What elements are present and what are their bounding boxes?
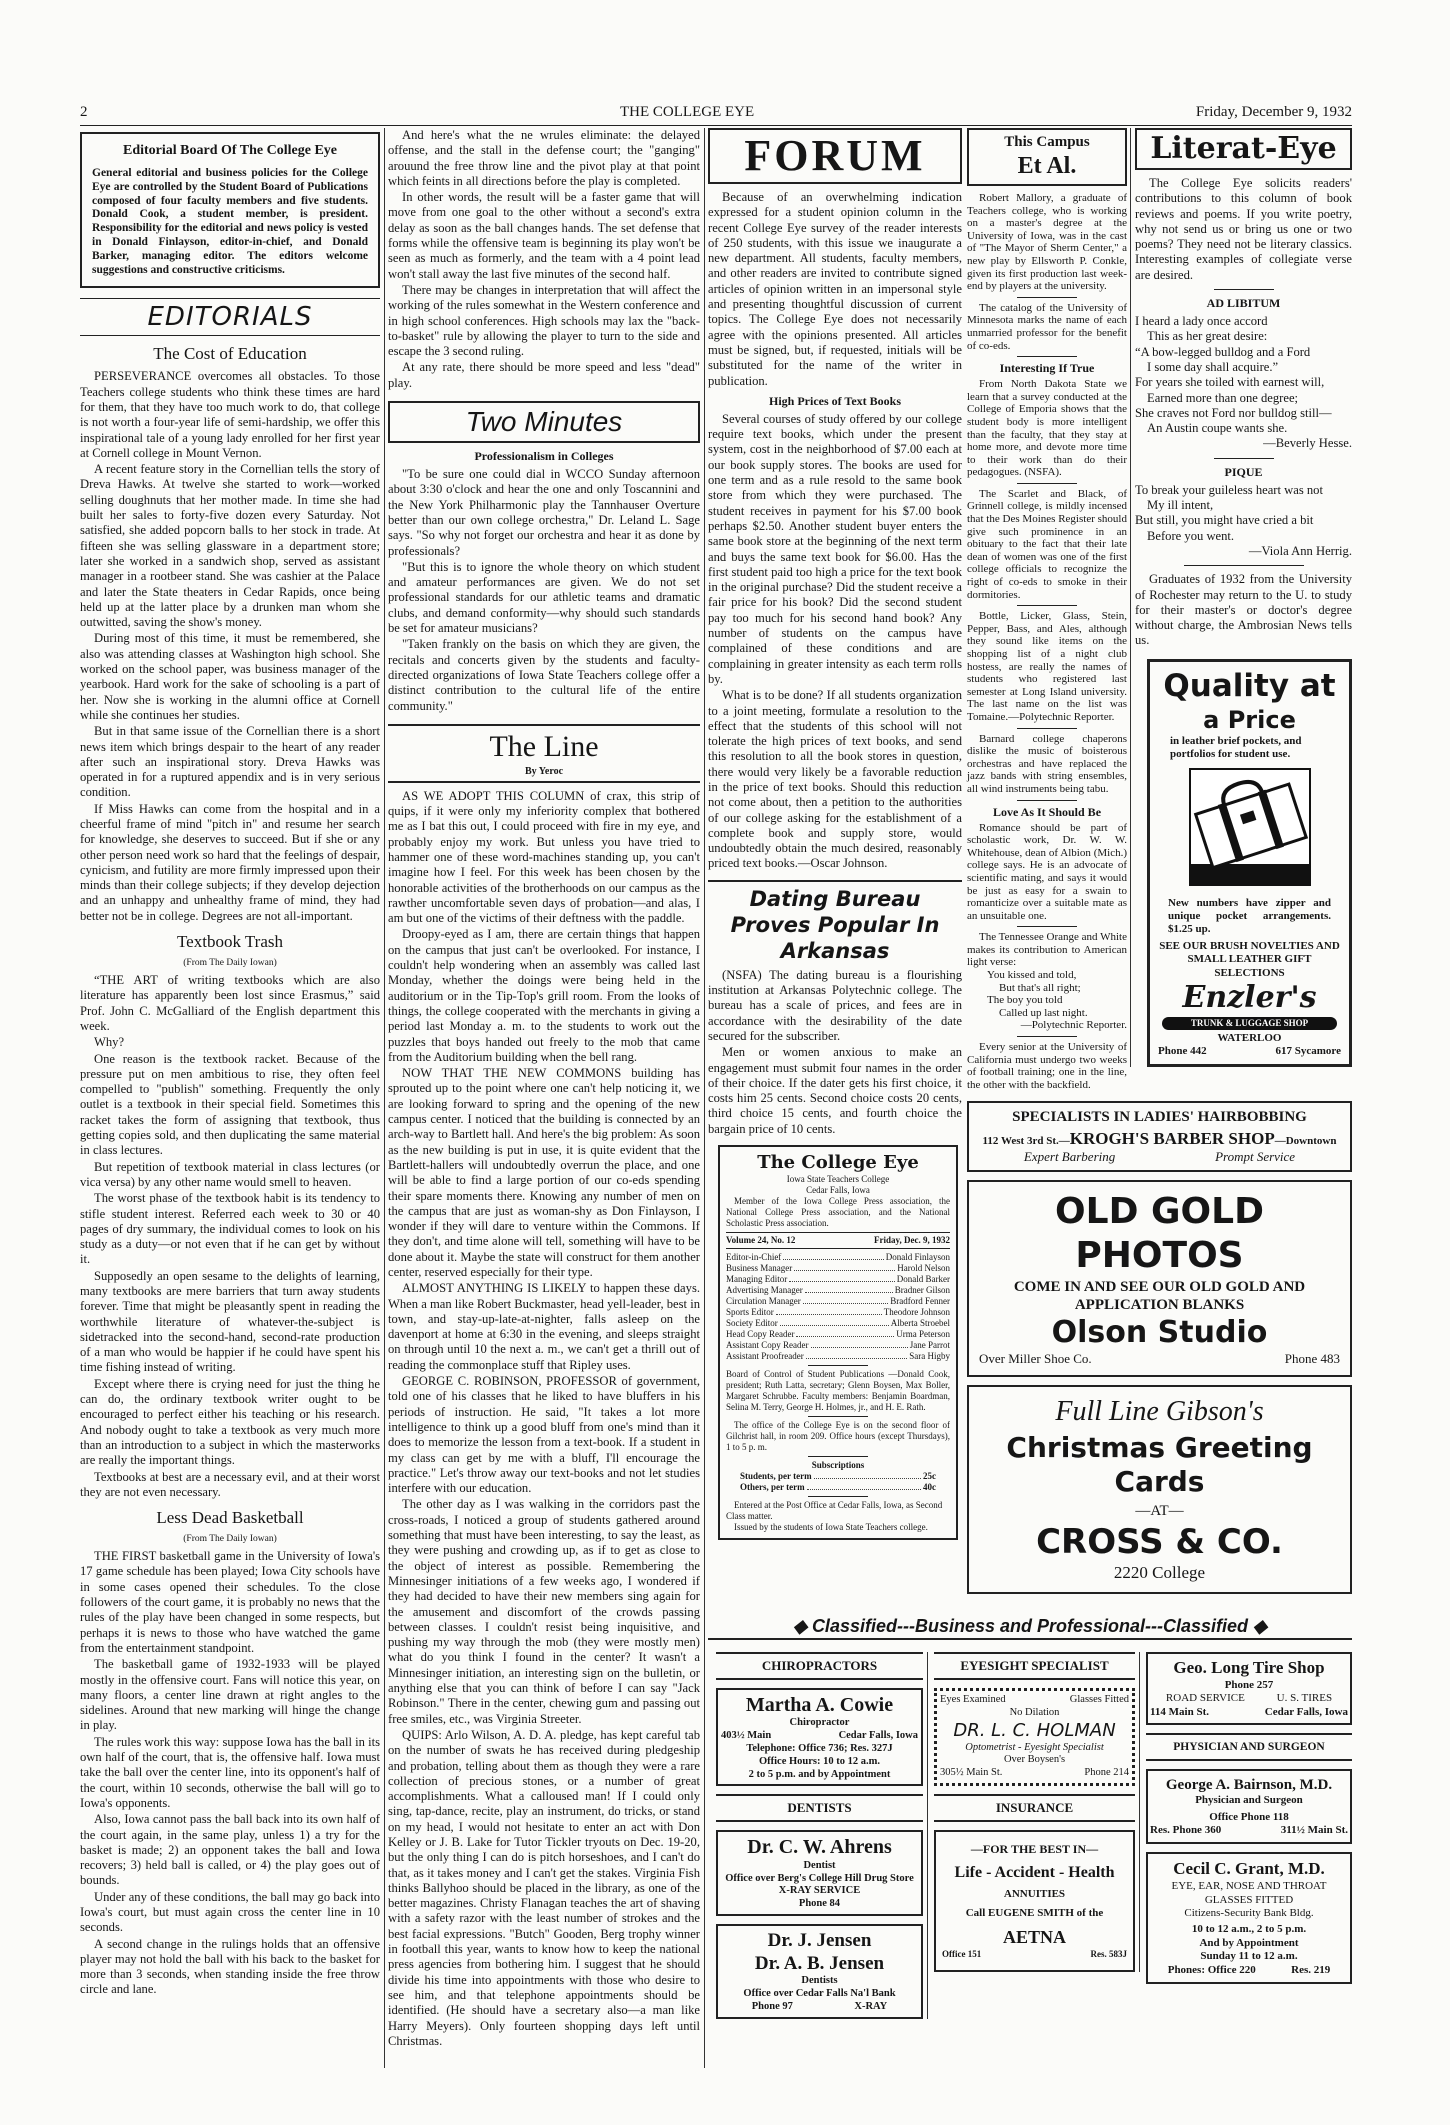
paragraph: Except where there is crying need for just the thing he can do, the ordinary textbook writer ought to be encouraged to perfect either his teaching or his research. And nobody ought to take a textbook as very much more than an introduction to a subject in which the masterworks are really the important things. bbox=[80, 1376, 380, 1468]
ad-city: WATERLOO bbox=[1217, 1031, 1282, 1044]
ad-phone: Phone 442 bbox=[1158, 1045, 1207, 1058]
classified-column-2 bbox=[934, 1652, 1140, 1972]
masthead-member: Member of the Iowa College Press association, the National College Press association, and the National Scholastic Press association. bbox=[726, 1195, 950, 1228]
poem-ad-libitum bbox=[1135, 314, 1352, 436]
ad-headline-2: a Price bbox=[1203, 705, 1296, 734]
staff-row bbox=[726, 1329, 950, 1340]
page-header bbox=[80, 104, 1352, 126]
subscription-label: Others, per term bbox=[740, 1481, 805, 1492]
article-the-line bbox=[388, 789, 700, 2049]
paragraph: GEORGE C. ROBINSON, PROFESSOR of government, told one of his classes that he liked to have bluffers in his periods of instruction. He said, "It takes a lot more intelligence to think up a good bluff from one's mind than it does to memorize the lesson from a text-book. If a student in my class can get by me with a bluff, I'll encourage the practice." Let's throw away our text-books and not let studies interfere with our education. bbox=[388, 1374, 700, 1496]
paragraph: Also, Iowa cannot pass the ball back into its own half of the court again, in the same play, unless 1) a try for the basket is made; 2) an opponent takes the ball and Iowa recovers; 3) held ball is called, or 4) the play goes out of bounds. bbox=[80, 1812, 380, 1888]
ad-text: Physician and Surgeon bbox=[1195, 1794, 1303, 1807]
the-line-heading bbox=[388, 724, 700, 783]
poem-line: To break your guileless heart was not bbox=[1135, 482, 1323, 497]
staff-name: Donald Finlayson bbox=[885, 1251, 950, 1262]
poem-line: My ill intent, bbox=[1147, 498, 1214, 513]
paragraph: QUIPS: Arlo Wilson, A. D. A. pledge, has kept careful tab on the number of swats he has received during pledgeship and probation, telling about them as though they were a rare collection of precious stones, or a number of great accomplishments. What a calloused man! If I could only sing, tap-dance, recite, play an instrument, do tricks, or stand on my head, I would not hesitate to enter an act with Don Kelley or J. B. Lake for Tutor Tickler tryouts on Dec. 19-20, but the only thing I can do is pitch horseshoes, and I can't do that, as it takes money and I can't get the stakes. Virginia Fish thinks Ballyhoo should be placed in the library, as one of the better magazines. Christy Flanagan teaches the art of shaving with a safety razor with the least number of strokes and the best facial expressions. "Butch" Gooden, Berg trophy winner in football this year, wants to know how to keep the national press agencies from bothering him. I suggest that he should divide his time into appointments with those who desire to see him, and that telephone appointments should be identified. (He should have a secretary also—a man like Harry Meyers). Only fourteen shopping days left until Christmas. bbox=[388, 1727, 700, 2048]
staff-name: Bradner Gilson bbox=[894, 1284, 950, 1295]
ad-hours: 10 to 12 a.m., 2 to 5 p.m. bbox=[1191, 1923, 1307, 1936]
tennessee-intro: The Tennessee Orange and White makes its contribution to American light verse: bbox=[967, 931, 1127, 969]
masthead-issued: Issued by the students of Iowa State Teachers college. bbox=[734, 1521, 928, 1532]
staff-role: Circulation Manager bbox=[726, 1295, 801, 1306]
ad-text: New numbers have zipper and unique pocket arrangements. $1.25 up. bbox=[1168, 896, 1331, 936]
ad-text: COME IN AND SEE OUR OLD GOLD AND APPLICATION BLANKS bbox=[1013, 1279, 1306, 1314]
headline-cost-of-education: The Cost of Education bbox=[153, 344, 307, 364]
paragraph: The rules work this way: suppose Iowa has the ball in its own half of the court, that is, the offensive half. Iowa must take the ball over the center line, into its opponent's half of the court, within 10 seconds, otherwise the ball will go to Iowa's opponents. bbox=[80, 1734, 380, 1810]
paragraph: But in that same issue of the Cornellian there is a short news item which brings despair to the heart of any reader after such an inspirational story. Dreva Hawks was operated in for a ruptured appendix and is in very serious condition. bbox=[80, 724, 380, 800]
ad-phone: Res. Phone 360 bbox=[1150, 1824, 1222, 1837]
ad-phone: Telephone: Office 736; Res. 327J bbox=[746, 1742, 893, 1754]
briefcase-icon bbox=[1189, 768, 1311, 886]
tennessee-verse bbox=[967, 969, 1127, 1019]
staff-row bbox=[726, 1252, 950, 1263]
jensen-ad bbox=[716, 1924, 923, 2019]
this-campus-items bbox=[967, 192, 1127, 927]
classified-section bbox=[716, 1652, 1352, 2019]
staff-name: Harold Nelson bbox=[897, 1262, 950, 1273]
paragraph: Why? bbox=[94, 1035, 125, 1050]
bairnson-ad bbox=[1146, 1769, 1352, 1845]
paragraph: Romance should be part of scholastic work, Dr. W. W. Whitehouse, dean of Albion (Mich.) college says. He is an advocate of scientific mating, and says it would be just as easy for a swain to romanticize over a suitable mate as an unsuitable one. bbox=[967, 821, 1127, 922]
ad-business-name: Dr. J. Jensen bbox=[767, 1929, 872, 1951]
paragraph: At any rate, there should be more speed and less "dead" play. bbox=[388, 360, 700, 390]
article-cost-of-education bbox=[80, 369, 380, 924]
ad-text: Over Boysen's bbox=[1003, 1754, 1066, 1766]
subhead: Love As It Should Be bbox=[992, 804, 1102, 819]
ad-address: 2220 College bbox=[1113, 1563, 1206, 1583]
ad-business-name: CROSS & CO. bbox=[1036, 1521, 1283, 1562]
staff-role: Society Editor bbox=[726, 1317, 778, 1328]
the-line-title: The Line bbox=[489, 729, 599, 763]
subscription-label: Students, per term bbox=[740, 1470, 812, 1481]
poem-line: Before you went. bbox=[1147, 528, 1235, 543]
enzler-ad bbox=[1147, 659, 1352, 1068]
column-1 bbox=[80, 132, 380, 1999]
two-minutes-heading: Two Minutes bbox=[388, 401, 700, 443]
ad-phone: Res. 219 bbox=[1291, 1963, 1331, 1976]
page-number: 2 bbox=[80, 104, 88, 120]
gibson-cards-ad bbox=[967, 1385, 1352, 1594]
poem-signature: —Viola Ann Herrig. bbox=[1248, 543, 1352, 558]
subscription-row bbox=[726, 1482, 950, 1493]
paragraph: PERSEVERANCE overcomes all obstacles. To those Teachers college students who think these times are hard for them, that they have too much work to do, that college is not worth a four-year life of semi-hardship, we offer this inspirational tale of a young lady enrolled for her first year at Cornell college in Mount Vernon. bbox=[80, 369, 380, 460]
staff-name: Sara Higby bbox=[909, 1350, 950, 1361]
staff-role: Advertising Manager bbox=[726, 1284, 803, 1295]
paragraph: A recent feature story in the Cornellian tells the story of Dreva Hawks. At twelve she started to work—worked selling doughnuts that her mother made. In time she had built her sales to forty-five dozen every Saturday. Not satisfied, she added popcorn balls to her stock in trade. At fifteen she was selling glassware in a department store; later she worked in a sandwich shop, served as assistant manager in a rootbeer stand. She was cashier at the Palace and later the State theaters in Cedar Rapids, once being held up at the latter place by a drunken man whom she outwitted, saving the show's money. bbox=[80, 462, 380, 630]
ad-text: ROAD SERVICE bbox=[1165, 1692, 1245, 1705]
paragraph: “THE ART of writing textbooks which are also literature has apparently been lost since Erasmus,” said Prof. John C. McGalliard of the English department this week. bbox=[80, 973, 380, 1033]
editorial-board-box bbox=[80, 132, 380, 288]
poem-line: The boy you told bbox=[987, 994, 1063, 1007]
staff-name: Jane Parrot bbox=[909, 1339, 950, 1350]
staff-row bbox=[726, 1274, 950, 1285]
poem-line: “A bow-legged bulldog and a Ford bbox=[1135, 344, 1311, 359]
ad-text: Chiropractor bbox=[789, 1717, 850, 1729]
this-campus-heading bbox=[967, 128, 1127, 186]
enzler-logo-sub: TRUNK & LUGGAGE SHOP bbox=[1162, 1017, 1337, 1030]
ahrens-ad bbox=[716, 1830, 923, 1916]
poem-line: But that's all right; bbox=[999, 981, 1081, 994]
poem-ad-libitum-title: AD LIBITUM bbox=[1206, 296, 1281, 311]
ad-business-name: Olson Studio bbox=[1051, 1314, 1268, 1350]
ad-address: 112 West 3rd St.— bbox=[982, 1134, 1070, 1147]
literat-intro: The College Eye solicits readers' contributions to this column of book reviews and poems. If you write poetry, why not send us or bring us one or two poems? They need not be literary classics. Interesting examples of collegiate verse are desired. bbox=[1135, 176, 1352, 282]
staff-name: Alberta Stroebel bbox=[890, 1317, 950, 1328]
staff-row bbox=[726, 1296, 950, 1307]
newspaper-name: THE COLLEGE EYE bbox=[620, 104, 755, 120]
article-dating-bureau bbox=[708, 968, 962, 1137]
paragraph: The worst phase of the textbook habit is its tendency to stifle student interest. Referred each week to 30 or 40 pages of dry summary, the individual comes to look on his study as a duty—or not even that if he can get by without it. bbox=[80, 1191, 380, 1267]
classified-column-3 bbox=[1146, 1652, 1352, 1984]
ad-city: Cedar Falls, Iowa bbox=[1264, 1705, 1348, 1718]
ad-address: 617 Sycamore bbox=[1275, 1045, 1341, 1058]
masthead-city: Cedar Falls, Iowa bbox=[806, 1185, 870, 1195]
diamond-icon: ◆ bbox=[793, 1616, 812, 1636]
staff-row bbox=[726, 1307, 950, 1318]
masthead-box bbox=[718, 1145, 958, 1539]
paragraph: "But this is to ignore the whole theory on which student and amateur performances are given. We do not set professional standards for our athletic teams and dramatic clubs, and demand conformity—why should such standards be set for amateur musicians? bbox=[388, 559, 700, 636]
editorial-board-title: Editorial Board Of The College Eye bbox=[122, 143, 337, 158]
paragraph: Droopy-eyed as I am, there are certain things that happen on the campus that just can't be overlooked. For instance, I couldn't help wondering when an assembly was called last Monday, whether the doings were being held in the auditorium or in the Tip-Top's grill room. From the looks of things, the college cooperated with the merchants in giving a period last Monday a. m. to the students to work out the puzzles that boys handed out freely to the mob that came from the Auditorium building when the bell rang. bbox=[388, 927, 700, 1064]
ad-hours: Sunday 11 to 12 a.m. bbox=[1200, 1950, 1298, 1963]
paragraph: Several courses of study offered by our college require text books, which under the present system, cost in the neighborhood of $7.00 each at our book supply stores. The books are used for one term and as a rule resold to the same book store from which they were purchased. The student receives in payment for his $7.00 book perhaps $2.50. Another student buyer enters the same book store at the beginning of the next term and buys the same text book for $6.00. Has the first student paid too high a price for the text book in the original purchase? Did the student receive a fair price for his book? Did the second student pay too much for his second hand book? Any number of students on the campus have complained of these conditions and are complaining in greater intensity as each term rolls by. bbox=[708, 411, 962, 686]
subscriptions-title: Subscriptions bbox=[811, 1459, 865, 1470]
ad-headline: Life - Accident - Health bbox=[954, 1863, 1115, 1881]
ad-text: Dentists bbox=[801, 1975, 838, 1987]
ad-headline: SPECIALISTS IN LADIES' HAIRBOBBING bbox=[1012, 1109, 1307, 1126]
ad-phone: Phone 97 bbox=[751, 2000, 793, 2012]
volume-line bbox=[726, 1232, 950, 1249]
ad-location: —Downtown bbox=[1274, 1134, 1337, 1147]
ad-hours: And by Appointment bbox=[1199, 1936, 1299, 1949]
rochester-item: Graduates of 1932 from the University of Rochester may return to the U. to study for their master's or doctor's degree without charge, the Ambrosian News tells us. bbox=[1135, 572, 1352, 648]
forum-heading: FORUM bbox=[708, 128, 962, 184]
paragraph: THE FIRST basketball game in the University of Iowa's 17 game schedule has been played; Iowa City schools have in some cases opened their schedules. To the close followers of the court game, it is probably no news that the rules of the play have been changed in some respects, but perhaps it is news to those who have watched the game from the entertainment standpoint. bbox=[80, 1549, 380, 1655]
category-dentists: DENTISTS bbox=[716, 1794, 923, 1822]
ad-address: 305½ Main St. bbox=[940, 1767, 1003, 1779]
article-two-minutes bbox=[388, 467, 700, 714]
article-basketball-continued bbox=[388, 128, 700, 391]
category-eyesight: EYESIGHT SPECIALIST bbox=[934, 1652, 1135, 1680]
paragraph: Men or women anxious to make an engagement must submit four names in the order of their choice. If the dater gets his first choice, it costs him 25 cents. Second choice costs 20 cents, third choice 15 cents, and fourth choice the bargain price of 10 cents. bbox=[708, 1045, 962, 1136]
ad-phone: Res. 583J bbox=[1090, 1948, 1127, 1959]
subscription-row bbox=[726, 1471, 950, 1482]
paragraph: From North Dakota State we learn that a survey conducted at the College of Emporia shows that the student body is more intelligent than the faculty, that they stay at home more, and devote more time to their work than do their pedagogues. (NSFA). bbox=[967, 378, 1127, 479]
poem-line: I some day shall acquire.” bbox=[1147, 359, 1279, 374]
staff-name: Donald Barker bbox=[896, 1273, 950, 1284]
staff-role: Assistant Copy Reader bbox=[726, 1339, 809, 1350]
grant-ad bbox=[1146, 1852, 1352, 1984]
paragraph: One reason is the textbook racket. Because of the pressure put on men ambitious to rise, they often feel compelled to "publish" something. Frequently the only outlet is a textbook in their special field. Sometimes this racket takes the form of assigning that textbook, thus getting copies sold, and then duplicating the same material in class lectures. bbox=[80, 1051, 380, 1158]
ad-text: —FOR THE BEST IN— bbox=[970, 1841, 1099, 1856]
paragraph: AS WE ADOPT THIS COLUMN of crax, this strip of quips, if it were only my inferiority complex that bothered me as I bat this out, I could proceed with fire in my eye, and probably enjoy my work. But unless you have tried to hammer one of these word-machines standing up, you can't imagine how I feel. For this week has been chosen by the honorable activities of the brotherhoods on our campus as the rawther uncomfortable seven days of probation—and alas, I am but one of the victims of their deftness with the paddle. bbox=[388, 788, 700, 926]
paragraph: In other words, the result will be a faster game that will move from one goal to the other without a second's extra delay as soon as the ball changes hands. The set defense that forms while the offensive team is beginning its play won't be seen as much as formerly, and the team with a 4 point lead won't stall away the last five minutes of the second half. bbox=[388, 190, 700, 281]
ad-address: Office over Cedar Falls Na'l Bank bbox=[743, 1988, 896, 2000]
issue-date: Friday, December 9, 1932 bbox=[1195, 104, 1352, 120]
staff-row bbox=[726, 1351, 950, 1362]
ad-address: Over Miller Shoe Co. bbox=[979, 1351, 1092, 1367]
source-line: (From The Daily Iowan) bbox=[183, 1534, 277, 1545]
et-al-title: Et Al. bbox=[1017, 153, 1077, 179]
ad-headline: OLD GOLD PHOTOS bbox=[1055, 1191, 1264, 1277]
ad-text: Expert Barbering bbox=[1023, 1149, 1116, 1165]
paragraph: Bottle, Licker, Glass, Stein, Pepper, Bass, and Ales, although they sound like items on the shopping list of a night club hostess, are really the names of students who registered last semester at Long Island university. The last name on the list was Tomaine.—Polytechnic Reporter. bbox=[967, 610, 1127, 723]
ad-phone: Phone 84 bbox=[798, 1898, 841, 1910]
masthead-office: The office of the College Eye is on the second floor of Gilchrist hall, in room 209. Office hours (except Thursdays), 1 to 5 p. m. bbox=[726, 1419, 950, 1452]
ad-text: GLASSES FITTED bbox=[1204, 1893, 1294, 1906]
staff-row bbox=[726, 1340, 950, 1351]
masthead-title: The College Eye bbox=[757, 1152, 919, 1174]
diamond-icon: ◆ bbox=[1248, 1616, 1267, 1636]
ad-text: EYE, EAR, NOSE AND THROAT bbox=[1171, 1880, 1327, 1893]
poem-line: For years she toiled with earnest will, bbox=[1135, 375, 1325, 390]
column-this-campus bbox=[967, 128, 1130, 1091]
ad-business-name: Geo. Long Tire Shop bbox=[1173, 1658, 1325, 1677]
ad-hours: 2 to 5 p.m. and by Appointment bbox=[748, 1768, 891, 1780]
ad-text: X-RAY SERVICE bbox=[778, 1885, 861, 1897]
category-chiropractors: CHIROPRACTORS bbox=[716, 1652, 923, 1680]
ad-text: Glasses Fitted bbox=[1069, 1694, 1129, 1705]
classified-banner bbox=[708, 1614, 1352, 1640]
staff-list bbox=[726, 1252, 950, 1362]
subscription-price: 25c bbox=[923, 1470, 936, 1481]
ad-business-name: Dr. A. B. Jensen bbox=[754, 1953, 885, 1975]
ad-address: 311½ Main St. bbox=[1280, 1824, 1348, 1837]
headline-dating-bureau: Dating Bureau Proves Popular In Arkansas bbox=[708, 880, 962, 964]
masthead-entered: Entered at the Post Office at Cedar Falls, Iowa, as Second Class matter. bbox=[726, 1499, 943, 1521]
volume-number: Volume 24, No. 12 bbox=[726, 1234, 796, 1245]
ad-business-name: Cecil C. Grant, M.D. bbox=[1173, 1859, 1325, 1879]
poem-pique-title: PIQUE bbox=[1224, 464, 1263, 479]
poem-pique bbox=[1135, 483, 1352, 544]
staff-role: Managing Editor bbox=[726, 1273, 788, 1284]
staff-name: Theodore Johnson bbox=[883, 1306, 950, 1317]
poem-line: But still, you might have cried a bit bbox=[1135, 513, 1314, 528]
ad-text: Call EUGENE SMITH of the bbox=[965, 1907, 1104, 1920]
ad-address: 114 Main St. bbox=[1150, 1705, 1209, 1718]
staff-role: Editor-in-Chief bbox=[726, 1251, 782, 1262]
article-high-prices bbox=[708, 412, 962, 872]
ad-text: No Dilation bbox=[1009, 1706, 1060, 1718]
editorial-board-text: General editorial and business policies for the College Eye are controlled by the Student Board of Publications composed of four faculty members and five students. Donald Cook, a student member, is president. Responsibility for the editorial and news policy is vested in Donald Finlayson, editor-in-chief, and Donald Barker, managing editor. The editors welcome suggestions and constructive criticisms. bbox=[92, 167, 368, 276]
masthead-board: Board of Control of Student Publications —Donald Cook, president; Ruth Latta, secretary; Glenn Boysen, Max Boller, Margaret Schrubbe. Faculty members: Benjamin Boardman, Selina M. Terry, George H. Holmes, jr., and H. E. Rath. bbox=[726, 1368, 950, 1412]
paragraph: Robert Mallory, a graduate of Teachers college, who is working on a master's degree at the University of Iowa, was in the cast of "The Mayor of Sherm Center," a new play by Ellsworth P. Conkle, given its first production last week-end by players at the university. bbox=[967, 192, 1127, 293]
aetna-ad bbox=[934, 1830, 1135, 1972]
poem-line: This as her great desire: bbox=[1147, 329, 1268, 344]
subhead-professionalism: Professionalism in Colleges bbox=[474, 449, 614, 464]
ad-business-name: Dr. C. W. Ahrens bbox=[747, 1836, 892, 1859]
poem-line: She craves not Ford nor bulldog still— bbox=[1135, 405, 1332, 420]
subscriptions-list bbox=[726, 1471, 950, 1493]
poem-signature: —Beverly Hesse. bbox=[1263, 436, 1352, 451]
holman-ad bbox=[934, 1688, 1135, 1786]
category-physician: PHYSICIAN AND SURGEON bbox=[1146, 1733, 1352, 1761]
subhead: Interesting If True bbox=[999, 361, 1095, 376]
ad-text: X-RAY bbox=[854, 2000, 888, 2012]
paragraph: (NSFA) The dating bureau is a flourishing institution at Arkansas Polytechnic college. The bureau has a scale of prices, and fees are in accordance with the desirability of the date secured for the subscriber. bbox=[708, 967, 962, 1043]
staff-name: Bradford Fenner bbox=[890, 1295, 950, 1306]
krogh-ad bbox=[967, 1101, 1352, 1172]
column-literat-eye bbox=[1135, 128, 1352, 649]
subscription-price: 40c bbox=[923, 1481, 936, 1492]
classified-column-1 bbox=[716, 1652, 928, 2019]
ad-phone: Phone 257 bbox=[1224, 1678, 1274, 1691]
source-line: (From The Daily Iowan) bbox=[183, 958, 277, 969]
paragraph: If Miss Hawks can come from the hospital and in a cheerful frame of mind "pitch in" and resume her search for knowledge, she deserves to succeed. But if she or any other person need work so hard that the feelings of despair, cynicism, and futility are more firmly impressed upon their minds than their college subjects; if they develop dejection and an unhappy and unhealthy frame of mind, they had better not be in college. Degrees are not all-important. bbox=[80, 801, 380, 923]
paragraph: NOW THAT THE NEW COMMONS building has sprouted up to the point where one can't help noticing it, we are looking forward to spring and the opening of the new campus center. I noticed that the building is connected by an arch-way to Bartlett hall. And here's the big problem: As soon as the new building is put in use, it is quite evident that the Bartlett-hallers will undoubtedly overrun the place, and one will be able to find a large portion of our co-eds spending their spare moments there. Knowing any number of men on the campus that are just as woman-shy as Don Finlayson, I wonder if they will dare to venture within the Commons. If they don't, and time alone will tell, something will have to be done about it. Maybe the state will construct for them another center, reserved especially for their type. bbox=[388, 1066, 700, 1279]
cowie-ad bbox=[716, 1688, 923, 1786]
long-tire-ad bbox=[1146, 1652, 1352, 1725]
masthead-school: Iowa State Teachers College bbox=[786, 1174, 890, 1185]
ad-phone: Phone 214 bbox=[1084, 1767, 1129, 1779]
poem-line: Earned more than one degree; bbox=[1147, 390, 1299, 405]
poem-line: An Austin coupe wants she. bbox=[1147, 421, 1288, 436]
paragraph: The basketball game of 1932-1933 will be played mostly in the offensive court. Fans will notice this year, on many floors, a center line drawn at right angles to the sidelines. Around that new marking will hinge the change in play. bbox=[80, 1657, 380, 1733]
column-forum bbox=[708, 128, 962, 1540]
ad-text: Prompt Service bbox=[1215, 1149, 1296, 1165]
ad-city: Cedar Falls, Iowa bbox=[838, 1730, 918, 1742]
paragraph: There may be changes in interpretation that will affect the working of the rules somewhat in the Western conference and in high school conferences. High schools may lax the "back-to-basket" rule by allowing the player to turn to the side and escape the 3 second ruling. bbox=[388, 282, 700, 359]
ad-headline-2: Christmas Greeting Cards bbox=[1006, 1431, 1313, 1499]
ad-business-name: Martha A. Cowie bbox=[745, 1694, 894, 1716]
paragraph: Supposedly an open sesame to the delights of learning, many textbooks are mere barriers that turn away students forever. Time that might be pleasantly spent in reading the worthwhile literature of whatever-the-subject is sidetracked into the second-hand, second-rate production of a man who would be happier if he could have spent his time fishing instead of writing. bbox=[80, 1268, 380, 1375]
paragraph: A second change in the rulings holds that an offensive player may not hold the ball with his back to the basket for more than 3 seconds, when standing inside the free throw circle and lane. bbox=[80, 1936, 380, 1997]
staff-name: Urma Peterson bbox=[896, 1328, 950, 1339]
poem-line: Called up last night. bbox=[999, 1006, 1088, 1019]
subhead-text-book-prices: High Prices of Text Books bbox=[768, 393, 901, 408]
paragraph: "To be sure one could dial in WCCO Sunday afternoon about 3:30 o'clock and hear the one and only Toscannini and the New York Philharmonic play the Tannhauser Overture better than our own college orchestra," Dr. Leland L. Sage says. "So why not forget our orchestra and hear it as done by professionals? bbox=[388, 467, 700, 558]
classified-title: Classified---Business and Professional---Classified bbox=[811, 1616, 1249, 1636]
verse-signature: —Polytechnic Reporter. bbox=[1020, 1019, 1127, 1032]
staff-role: Sports Editor bbox=[726, 1306, 774, 1317]
article-textbook-trash bbox=[80, 973, 380, 1500]
poem-line: You kissed and told, bbox=[987, 969, 1077, 982]
paragraph: During most of this time, it must be remembered, she also was attending classes at Washington high school. She worked on the school paper, was business manager of the yearbook. Hard work for the sake of schooling is a part of her. Now she is working in the alumni office at Cornell while she continues her studies. bbox=[80, 631, 380, 722]
ad-phone: Office 151 bbox=[942, 1948, 982, 1959]
staff-role: Head Copy Reader bbox=[726, 1328, 795, 1339]
ad-phone: Phone 483 bbox=[1284, 1351, 1340, 1367]
ad-text: U. S. TIRES bbox=[1276, 1692, 1333, 1705]
paragraph: Textbooks at best are a necessary evil, and at their worst they are not even necessary. bbox=[80, 1469, 380, 1499]
right-section bbox=[967, 128, 1352, 1594]
ad-address: Office over Berg's College Hill Drug Store bbox=[725, 1872, 914, 1884]
the-line-byline: By Yeroc bbox=[524, 765, 564, 777]
column-5 bbox=[1130, 128, 1352, 1067]
ad-text: ANNUITIES bbox=[1003, 1888, 1066, 1901]
california-item: Every senior at the University of California must undergo two weeks of football training; one in the line, the other with the backfield. bbox=[967, 1041, 1127, 1091]
ad-phone: Phones: Office 220 bbox=[1167, 1963, 1256, 1976]
paragraph: What is to be done? If all students organization to a joint meeting, formulate a resolution to the effect that the students of this school will not tolerate the high prices of text books, and send this resolution to all the book stores in question, there would very likely be a favorable reduction in the price of text books. Should this reduction not come about, then a petition to the authorities of our college asking for the establishment of a complete book and supply store, would undoubtedly obtain the much desired, reasonably priced text books.—Oscar Johnson. bbox=[708, 688, 962, 871]
staff-role: Business Manager bbox=[726, 1262, 793, 1273]
paragraph: Under any of these conditions, the ball may go back into Iowa's court, but must again cross the center line in 10 seconds. bbox=[80, 1889, 380, 1935]
staff-row bbox=[726, 1263, 950, 1274]
ad-address: Citizens-Security Bank Bldg. bbox=[1184, 1907, 1314, 1920]
volume-date: Friday, Dec. 9, 1932 bbox=[874, 1234, 950, 1245]
ad-business-name: KROGH'S BARBER SHOP bbox=[1069, 1128, 1275, 1148]
staff-row bbox=[726, 1318, 950, 1329]
ad-text: —AT— bbox=[1135, 1502, 1184, 1519]
poem-line: I heard a lady once accord bbox=[1135, 314, 1268, 329]
ad-hours: Office Hours: 10 to 12 a.m. bbox=[758, 1755, 881, 1767]
this-campus-title: This Campus bbox=[1004, 134, 1090, 150]
enzler-logo: Enzler's bbox=[1182, 980, 1317, 1016]
ad-text: SEE OUR BRUSH NOVELTIES AND SMALL LEATHER GIFT SELECTIONS bbox=[1159, 939, 1340, 979]
literat-eye-heading: Literat-Eye bbox=[1135, 128, 1352, 170]
ad-text: Dentist bbox=[803, 1859, 836, 1871]
paragraph: The Scarlet and Black, of Grinnell college, is mildly incensed that the Des Moines Register should give such prominence in an obituary to the fact that their late dean of women was one of the first college officials to recognize the right of co-eds to smoke in their dormitories. bbox=[967, 487, 1127, 601]
paragraph: Barnard college chaperons dislike the music of boisterous orchestras and have replaced the jazz bands with string ensembles, all wind instruments being tabu. bbox=[967, 732, 1127, 795]
ad-business-name: AETNA bbox=[1002, 1926, 1066, 1947]
staff-row bbox=[726, 1285, 950, 1296]
ad-text: Eyes Examined bbox=[940, 1694, 1006, 1705]
editorials-heading: EDITORIALS bbox=[80, 298, 380, 336]
ad-address: 403½ Main bbox=[721, 1730, 772, 1742]
ad-headline: Full Line Gibson's bbox=[1055, 1396, 1264, 1428]
ad-text: in leather brief pockets, and portfolios for student use. bbox=[1170, 734, 1302, 761]
paragraph: And here's what the ne wrules eliminate: the delayed offense, and the stall in the defense court; the "ganging" arouund the free throw line and the pivot play at that point which feints in all directions before the play is completed. bbox=[388, 128, 700, 188]
forum-intro: Because of an overwhelming indication expressed for a student opinion column in the recent College Eye survey of the reader interests of 250 students, with this issue we inaugurate a new department. All students, faculty members, and other readers are invited to contribute signed articles of opinion written in an impersonal style and presenting thoughtful discussion of current topics. The College Eye does not necessarily agree with the opinions presented. All articles must be signed, but, if requested, initials will be substituted for the name of the writer in publication. bbox=[708, 190, 962, 388]
paragraph: "Taken frankly on the basis on which they are given, the recitals and concerts given by the students and faculty-directed organizations of Iowa State Teachers college offer a distinct contribution to the cultural life of the entire community." bbox=[388, 637, 700, 713]
ad-business-name: DR. L. C. HOLMAN bbox=[953, 1719, 1116, 1741]
paragraph: The catalog of the University of Minnesota marks the name of each unmarried professor for the benefit of co-eds. bbox=[967, 301, 1127, 352]
article-less-dead-basketball bbox=[80, 1549, 380, 1998]
headline-less-dead-basketball: Less Dead Basketball bbox=[156, 1508, 304, 1528]
column-2 bbox=[388, 128, 700, 2050]
ad-headline: Quality at bbox=[1163, 667, 1336, 704]
paragraph: But repetition of textbook material in class lectures (or vica versa) by any other name would smell to heaven. bbox=[80, 1159, 380, 1189]
ad-business-name: George A. Bairnson, M.D. bbox=[1165, 1776, 1333, 1793]
headline-textbook-trash: Textbook Trash bbox=[176, 932, 284, 952]
staff-role: Assistant Proofreader bbox=[726, 1350, 804, 1361]
category-insurance: INSURANCE bbox=[934, 1794, 1135, 1822]
ad-text: Optometrist - Eyesight Specialist bbox=[965, 1741, 1104, 1753]
old-gold-ad bbox=[967, 1180, 1352, 1377]
paragraph: ALMOST ANYTHING IS LIKELY to happen these days. When a man like Robert Buckmaster, head yell-leader, best in town, and stay-up-late-at-nighter, falls asleep on the davenport at home at 6:30 in the evening, and sleeps straight on through until 10 the next a. m., we can't get a thrill out of reading the commonplace stuff that Ripley uses. bbox=[388, 1281, 700, 1372]
paragraph: The other day as I was walking in the corridors past the cross-roads, I noticed a group of students gathered around something that must have been interesting, to say the least, as they were pushing and crowding up, as if to get as close to the object of interest as possible. Remembering the Minnesinger initiations of a few weeks ago, I wondered if they had decided to have their new members sing again for the amusement and discomfort of the crowds passing between classes. I couldn't resist being inquisitive, and pushing my way through the mob (they were mostly men) what do you think I found in the center? It wasn't a Minnesinger initiation, an interesting sign on the bulletin, or anything else that you can think of before I can say "Jack Robinson." There in the center, chewing gum and passing out free smiles, etc., was Virginia Streeter. bbox=[388, 1497, 700, 1726]
ad-phone: Office Phone 118 bbox=[1209, 1810, 1289, 1823]
